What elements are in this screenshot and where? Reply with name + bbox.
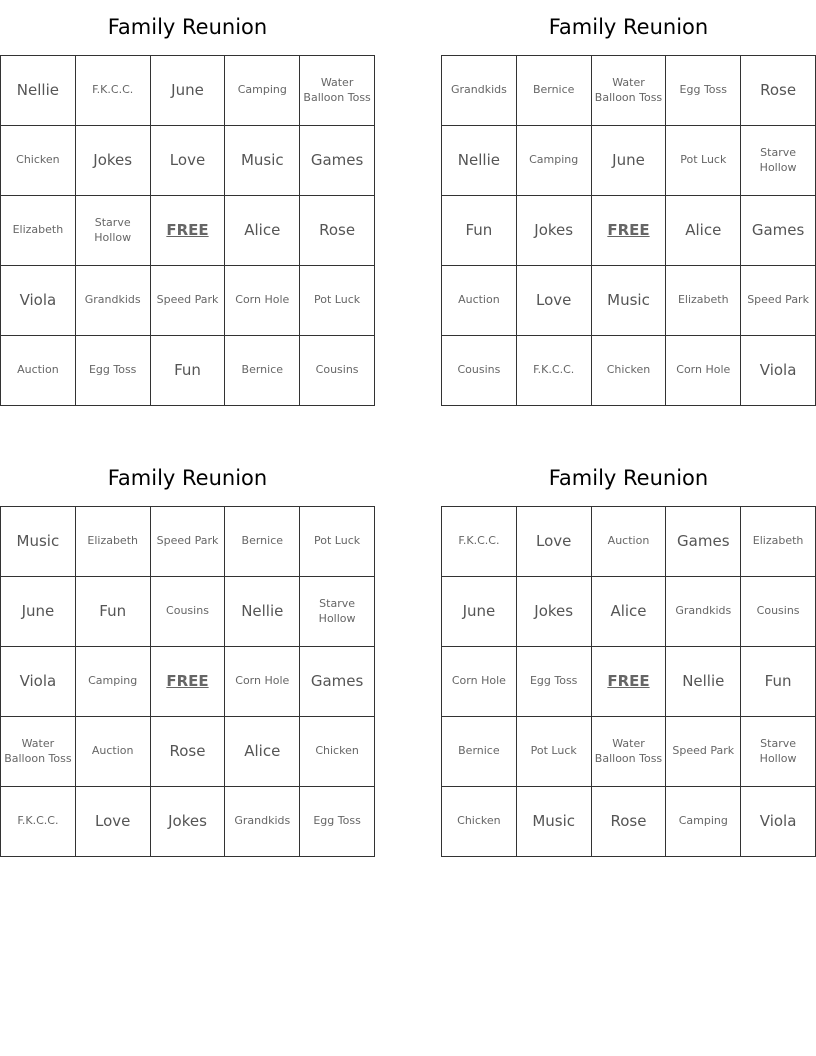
bingo-cell: Water Balloon Toss xyxy=(1,717,76,787)
bingo-cell: Corn Hole xyxy=(225,647,300,717)
bingo-cell: Egg Toss xyxy=(517,647,592,717)
bingo-cell: Elizabeth xyxy=(741,507,816,577)
bingo-cell: Music xyxy=(225,126,300,196)
bingo-cell: Pot Luck xyxy=(300,507,375,577)
bingo-cell: Music xyxy=(592,266,667,336)
bingo-cell: Grandkids xyxy=(442,56,517,126)
bingo-cell: Egg Toss xyxy=(666,56,741,126)
bingo-cell: Jokes xyxy=(151,787,226,857)
bingo-cell: Music xyxy=(517,787,592,857)
bingo-cell: Viola xyxy=(741,336,816,406)
bingo-cell: Grandkids xyxy=(76,266,151,336)
bingo-cell: Jokes xyxy=(76,126,151,196)
bingo-cell: Starve Hollow xyxy=(300,577,375,647)
bingo-cell: Pot Luck xyxy=(666,126,741,196)
bingo-cell: Love xyxy=(517,266,592,336)
bingo-cell: Starve Hollow xyxy=(741,126,816,196)
bingo-cell: Nellie xyxy=(666,647,741,717)
bingo-cell: Nellie xyxy=(442,126,517,196)
bingo-cell: Chicken xyxy=(1,126,76,196)
bingo-grid xyxy=(441,506,816,857)
bingo-cell: Alice xyxy=(225,196,300,266)
bingo-cell: Music xyxy=(1,507,76,577)
bingo-cell: Cousins xyxy=(300,336,375,406)
bingo-cell: Fun xyxy=(76,577,151,647)
card-title: Family Reunion xyxy=(548,466,709,490)
bingo-cell: Bernice xyxy=(225,507,300,577)
bingo-cell: Cousins xyxy=(741,577,816,647)
bingo-cell: Alice xyxy=(666,196,741,266)
bingo-cell: Fun xyxy=(151,336,226,406)
bingo-cell: Grandkids xyxy=(225,787,300,857)
bingo-grid xyxy=(0,55,375,406)
bingo-cell: Chicken xyxy=(300,717,375,787)
bingo-cell: F.K.C.C. xyxy=(1,787,76,857)
bingo-cell: June xyxy=(442,577,517,647)
bingo-cell: Corn Hole xyxy=(442,647,517,717)
bingo-cell: Fun xyxy=(741,647,816,717)
bingo-cell: Games xyxy=(741,196,816,266)
bingo-cell: Bernice xyxy=(517,56,592,126)
bingo-cell: Love xyxy=(517,507,592,577)
bingo-cell: Nellie xyxy=(225,577,300,647)
bingo-cell: Auction xyxy=(442,266,517,336)
bingo-cell: Games xyxy=(666,507,741,577)
bingo-cell: Camping xyxy=(517,126,592,196)
bingo-cell: Egg Toss xyxy=(300,787,375,857)
bingo-cell: F.K.C.C. xyxy=(442,507,517,577)
bingo-cell: Water Balloon Toss xyxy=(592,717,667,787)
bingo-cell: Water Balloon Toss xyxy=(592,56,667,126)
bingo-cell: June xyxy=(151,56,226,126)
bingo-cell: Chicken xyxy=(442,787,517,857)
bingo-cell: June xyxy=(1,577,76,647)
bingo-cell: Love xyxy=(151,126,226,196)
bingo-cell: Grandkids xyxy=(666,577,741,647)
bingo-grid xyxy=(441,55,816,406)
bingo-cell: Viola xyxy=(741,787,816,857)
bingo-cell: Alice xyxy=(225,717,300,787)
bingo-cell: Starve Hollow xyxy=(76,196,151,266)
bingo-cell: Jokes xyxy=(517,577,592,647)
bingo-cell: Camping xyxy=(225,56,300,126)
bingo-cell: Elizabeth xyxy=(1,196,76,266)
free-space-cell: FREE xyxy=(151,647,226,717)
bingo-cell: Games xyxy=(300,647,375,717)
bingo-cell: Chicken xyxy=(592,336,667,406)
bingo-cell: Corn Hole xyxy=(666,336,741,406)
bingo-card-4 xyxy=(441,451,816,857)
bingo-cell: F.K.C.C. xyxy=(517,336,592,406)
card-title: Family Reunion xyxy=(107,15,268,39)
bingo-grid xyxy=(0,506,375,857)
free-space-cell: FREE xyxy=(151,196,226,266)
bingo-cell: Rose xyxy=(592,787,667,857)
bingo-card-1 xyxy=(0,0,375,406)
bingo-card-2 xyxy=(441,0,816,406)
bingo-cell: Pot Luck xyxy=(517,717,592,787)
bingo-cell: Cousins xyxy=(151,577,226,647)
bingo-cell: Viola xyxy=(1,266,76,336)
bingo-cell: Bernice xyxy=(225,336,300,406)
bingo-cell: Camping xyxy=(76,647,151,717)
bingo-cell: Love xyxy=(76,787,151,857)
bingo-cell: Elizabeth xyxy=(76,507,151,577)
bingo-cell: Speed Park xyxy=(151,507,226,577)
bingo-cell: Speed Park xyxy=(741,266,816,336)
bingo-cell: Water Balloon Toss xyxy=(300,56,375,126)
bingo-cell: F.K.C.C. xyxy=(76,56,151,126)
card-title: Family Reunion xyxy=(548,15,709,39)
bingo-cell: Jokes xyxy=(517,196,592,266)
card-title: Family Reunion xyxy=(107,466,268,490)
bingo-cell: Rose xyxy=(741,56,816,126)
bingo-cell: Rose xyxy=(151,717,226,787)
bingo-cell: Cousins xyxy=(442,336,517,406)
bingo-cell: Elizabeth xyxy=(666,266,741,336)
bingo-cell: Speed Park xyxy=(151,266,226,336)
bingo-cell: Corn Hole xyxy=(225,266,300,336)
bingo-cell: Egg Toss xyxy=(76,336,151,406)
bingo-cell: Camping xyxy=(666,787,741,857)
bingo-cell: Games xyxy=(300,126,375,196)
bingo-cell: June xyxy=(592,126,667,196)
bingo-cell: Alice xyxy=(592,577,667,647)
bingo-cell: Rose xyxy=(300,196,375,266)
free-space-cell: FREE xyxy=(592,196,667,266)
bingo-cell: Auction xyxy=(1,336,76,406)
bingo-cell: Auction xyxy=(76,717,151,787)
bingo-cell: Nellie xyxy=(1,56,76,126)
bingo-cell: Viola xyxy=(1,647,76,717)
bingo-cell: Starve Hollow xyxy=(741,717,816,787)
bingo-cell: Pot Luck xyxy=(300,266,375,336)
bingo-cell: Auction xyxy=(592,507,667,577)
bingo-cell: Bernice xyxy=(442,717,517,787)
bingo-cell: Fun xyxy=(442,196,517,266)
free-space-cell: FREE xyxy=(592,647,667,717)
bingo-card-3 xyxy=(0,451,375,857)
bingo-cell: Speed Park xyxy=(666,717,741,787)
